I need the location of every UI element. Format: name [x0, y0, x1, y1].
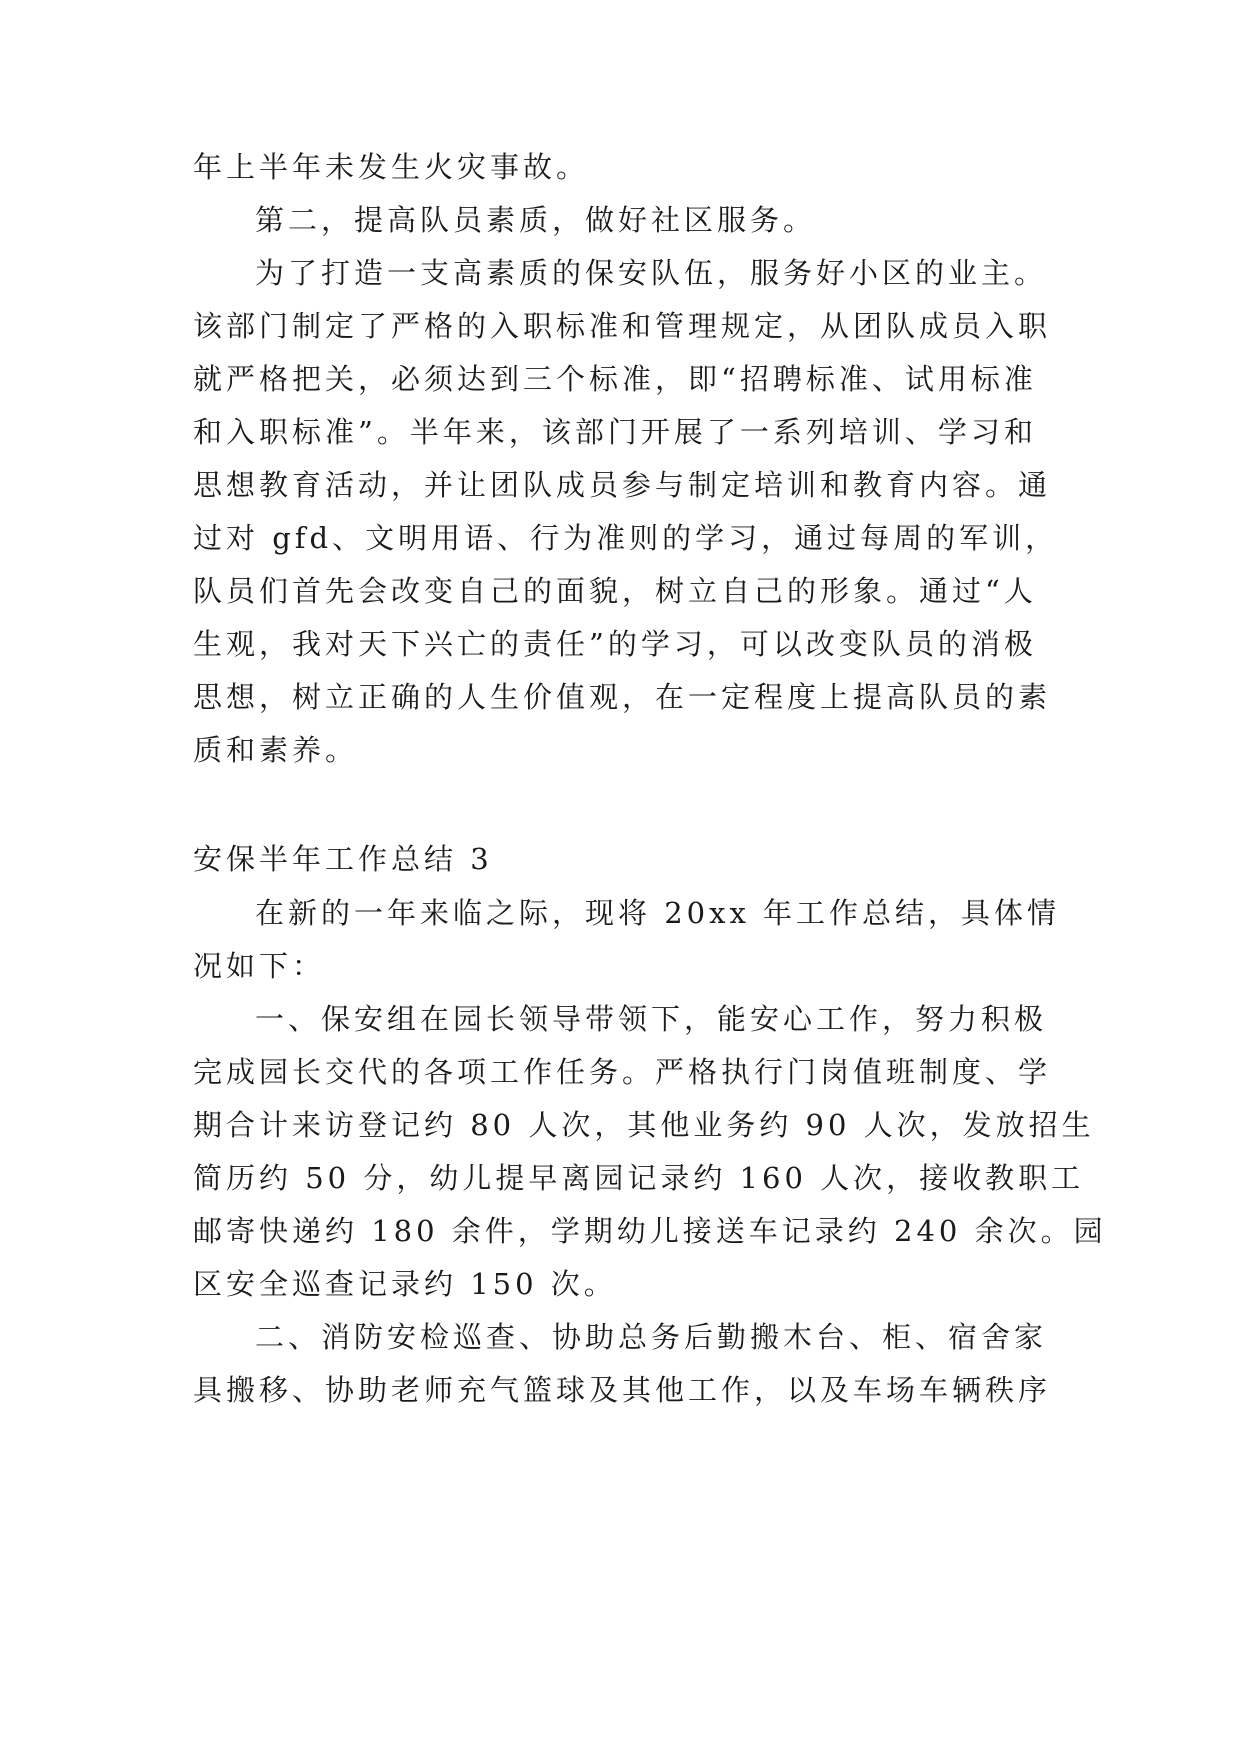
text-line: 期合计来访登记约 80 人次，其他业务约 90 人次，发放招生: [193, 1108, 1095, 1142]
text-line: 简历约 50 分，幼儿提早离园记录约 160 人次，接收教职工: [193, 1161, 1085, 1195]
document-title: 安保半年工作总结 3: [193, 842, 493, 876]
text-line: 二、消防安检巡查、协助总务后勤搬木台、柜、宿舍家: [255, 1320, 1048, 1354]
text-line: 过对 gfd、文明用语、行为准则的学习，通过每周的军训，: [193, 521, 1059, 555]
text-line: 在新的一年来临之际，现将 20xx 年工作总结，具体情: [255, 896, 1061, 930]
text-line: 思想教育活动，并让团队成员参与制定培训和教育内容。通: [193, 468, 1052, 502]
text-line: 队员们首先会改变自己的面貌，树立自己的形象。通过“人: [193, 574, 1037, 608]
text-line: 完成园长交代的各项工作任务。严格执行门岗值班制度、学: [193, 1055, 1052, 1089]
section-heading: 第二，提高队员素质，做好社区服务。: [255, 203, 817, 237]
text-line: 一、保安组在园长领导带领下，能安心工作，努力积极: [255, 1002, 1048, 1036]
text-line: 邮寄快递约 180 余件，学期幼儿接送车记录约 240 余次。园: [193, 1214, 1107, 1248]
text-line: 思想，树立正确的人生价值观，在一定程度上提高队员的素: [193, 680, 1052, 714]
text-line: 和入职标准”。半年来，该部门开展了一系列培训、学习和: [193, 415, 1037, 449]
text-line: 具搬移、协助老师充气篮球及其他工作，以及车场车辆秩序: [193, 1373, 1052, 1407]
text-line: 况如下：: [193, 949, 326, 983]
text-line: 就严格把关，必须达到三个标准，即“招聘标准、试用标准: [193, 362, 1037, 396]
text-line: 区安全巡查记录约 150 次。: [193, 1267, 617, 1301]
text-line: 该部门制定了严格的入职标准和管理规定，从团队成员入职: [193, 309, 1052, 343]
text-line: 年上半年未发生火灾事故。: [193, 150, 590, 184]
text-line: 为了打造一支高素质的保安队伍，服务好小区的业主。: [255, 256, 1048, 290]
text-line: 质和素养。: [193, 733, 359, 767]
text-line: 生观，我对天下兴亡的责任”的学习，可以改变队员的消极: [193, 627, 1037, 661]
